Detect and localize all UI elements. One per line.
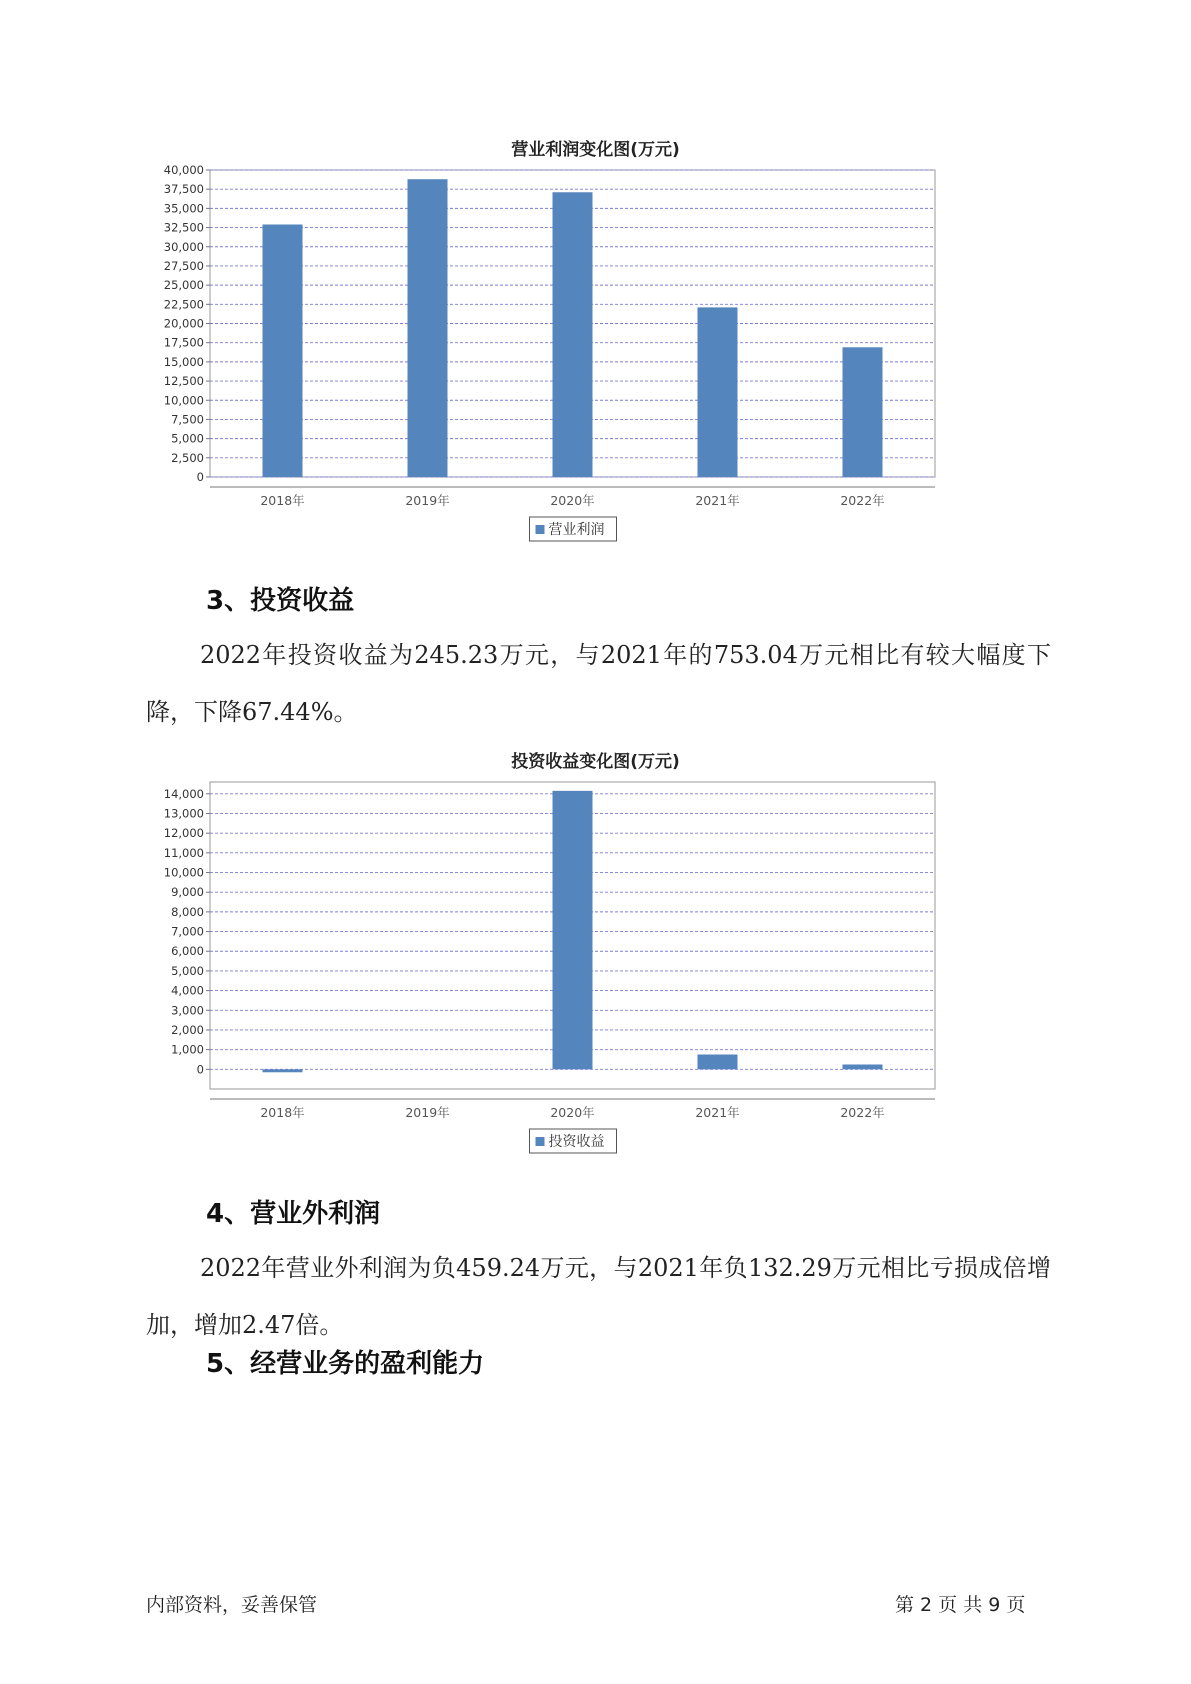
bar-2020年 [553,192,593,477]
chart1-title: 营业利润变化图(万元) [511,140,680,160]
y-tick-label: 12,000 [163,826,204,841]
bar-2020年 [553,791,593,1069]
x-tick-label: 2020年 [550,1105,595,1120]
y-tick-label: 1,000 [171,1042,204,1057]
y-tick-label: 13,000 [163,806,204,821]
y-tick-label: 10,000 [163,865,204,880]
legend-swatch [536,525,545,534]
x-tick-label: 2022年 [840,493,885,508]
section-4-paragraph: 2022年营业外利润为负459.24万元，与2021年负132.29万元相比亏损成倍增加，增加2.47倍。 [146,1254,1051,1339]
legend-label: 营业利润 [548,522,605,538]
bar-2019年 [408,179,448,477]
y-tick-label: 37,500 [163,182,204,197]
y-tick-label: 5,000 [171,963,204,978]
bar-2018年 [263,224,303,477]
x-tick-label: 2021年 [695,1105,740,1120]
bar-2022年 [843,1064,883,1069]
x-tick-label: 2019年 [405,1105,450,1120]
y-tick-label: 6,000 [171,944,204,959]
y-tick-label: 32,500 [163,220,204,235]
y-tick-label: 11,000 [163,845,204,860]
section-5-heading: 5、经营业务的盈利能力 [206,1349,485,1379]
section-4-heading: 4、营业外利润 [206,1199,381,1229]
y-tick-label: 12,500 [163,374,204,389]
y-tick-label: 3,000 [171,1003,204,1018]
y-tick-label: 7,000 [171,924,204,939]
y-tick-label: 20,000 [163,316,204,331]
y-tick-label: 27,500 [163,258,204,273]
y-tick-label: 5,000 [171,431,204,446]
y-tick-label: 14,000 [163,786,204,801]
y-tick-label: 22,500 [163,297,204,312]
bar-2022年 [843,347,883,477]
bar-2021年 [698,307,738,477]
y-tick-label: 2,000 [171,1022,204,1037]
x-tick-label: 2022年 [840,1105,885,1120]
y-tick-label: 40,000 [163,165,204,177]
bar-2018年 [263,1069,303,1072]
y-tick-label: 8,000 [171,904,204,919]
y-tick-label: 17,500 [163,335,204,350]
x-tick-label: 2020年 [550,493,595,508]
y-tick-label: 10,000 [163,393,204,408]
y-tick-label: 15,000 [163,354,204,369]
section-3-paragraph: 2022年投资收益为245.23万元，与2021年的753.04万元相比有较大幅度下降，下降67.44%。 [146,641,1051,726]
investment-income-chart [150,777,950,1162]
x-tick-label: 2018年 [260,1105,305,1120]
y-tick-label: 9,000 [171,885,204,900]
section-3-heading: 3、投资收益 [206,586,355,616]
legend-swatch [536,1137,545,1146]
footer-page-number: 第 2 页 共 9 页 [895,1594,1026,1616]
operating-profit-chart [150,165,950,550]
y-tick-label: 2,500 [171,450,204,465]
y-tick-label: 0 [196,1062,204,1077]
x-tick-label: 2019年 [405,493,450,508]
footer-confidential-note: 内部资料，妥善保管 [146,1594,318,1616]
y-tick-label: 35,000 [163,201,204,216]
y-tick-label: 4,000 [171,983,204,998]
y-tick-label: 0 [196,470,204,484]
y-tick-label: 30,000 [163,239,204,254]
x-tick-label: 2021年 [695,493,740,508]
y-tick-label: 7,500 [171,412,204,427]
chart2-title: 投资收益变化图(万元) [511,752,680,772]
legend-label: 投资收益 [548,1134,605,1150]
y-tick-label: 25,000 [163,278,204,293]
bar-2021年 [698,1055,738,1070]
x-tick-label: 2018年 [260,493,305,508]
